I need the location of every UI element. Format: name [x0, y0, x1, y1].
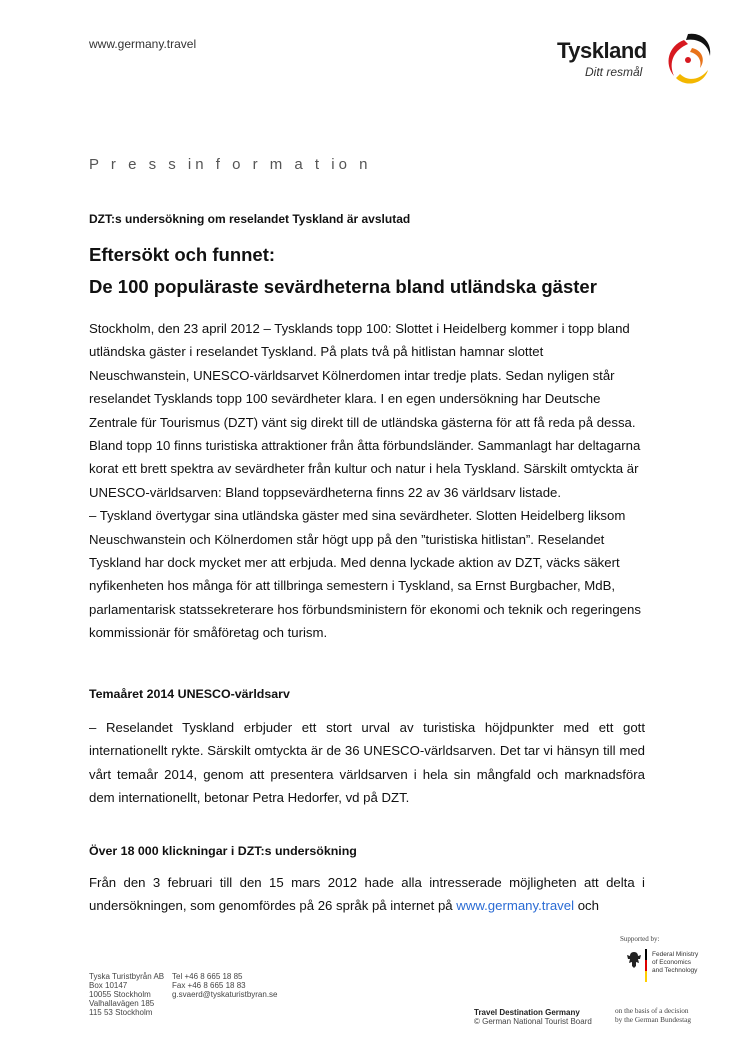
paragraph-4 — [89, 871, 645, 918]
email-link[interactable]: g.svaerd@tyskaturistbyran.se — [172, 990, 278, 999]
decision-line: on the basis of a decision — [615, 1006, 689, 1015]
org-name: Travel Destination Germany — [474, 1008, 580, 1017]
ministry-line: Federal Ministry — [652, 951, 699, 958]
flag-stripe-red — [645, 960, 647, 971]
brand-tagline: Ditt resmål — [585, 65, 643, 79]
address-line: 10055 Stockholm — [89, 990, 151, 999]
paragraph-4-tail: och — [574, 898, 599, 914]
paragraph-3: – Reselandet Tyskland erbjuder ett stort urval av turistiska höjdpunkter med ett gott internationellt rykte. Särskilt omtyckta är de 36 UNESCO-världsarven. Det tar vi hänsyn till med vårt temaår 2014, genom att presentera världsarven i hela sin mångfald och marknadsföra dem internationellt, betonar Petra Hedorfer, vd på DZT. — [89, 720, 645, 806]
subheading-2: Över 18 000 klickningar i DZT:s undersökning — [89, 844, 357, 858]
footer-contact — [172, 972, 278, 999]
ministry-line: of Economics — [652, 959, 692, 966]
ministry-line: and Technology — [652, 967, 698, 974]
federal-ministry-badge — [615, 935, 730, 1025]
phone: Tel +46 8 665 18 85 — [172, 972, 243, 981]
footer-org — [474, 1008, 592, 1026]
decision-line: by the German Bundestag — [615, 1014, 691, 1024]
subheading-1: Temaåret 2014 UNESCO-världsarv — [89, 687, 290, 701]
paragraph-4-text: Från den 3 februari till den 15 mars 2012 hade alla intresserade möjligheten att delta i undersökningen, som genomfördes på 26 språk på internet på — [89, 875, 645, 914]
fax: Fax +46 8 665 18 83 — [172, 981, 246, 990]
germany-travel-link[interactable]: www.germany.travel — [456, 898, 575, 914]
flag-stripe-gold — [645, 971, 647, 982]
brand-name: Tyskland — [557, 38, 647, 63]
title-line-2: De 100 populäraste sevärdheterna bland utländska gäster — [89, 276, 597, 297]
address-line: 115 53 Stockholm — [89, 1008, 153, 1017]
paragraph-1: Stockholm, den 23 april 2012 – Tysklands topp 100: Slottet i Heidelberg kommer i topp bland utländska gäster i reselandet Tyskland. På plats två på hitlistan hamnar slottet Neuschwanstein, UNESCO-världsarvet Kölnerdomen intar tredje plats. Sedan nyligen står reselandet Tysklands topp 100 sevärdheter klara. I en egen undersökning har Deutsche Zentrale für Tourismus (DZT) vänt sig direkt till de utländska gästerna för att få reda på dessa. Bland topp 10 finns turistiska attraktioner från åtta förbundsländer. Sammanlagt har deltagarna korat ett brett spektra av sevärdheter från kultur och natur i hela Tyskland. Särskilt omtyckta är UNESCO-världsarven: Bland toppsevärdheterna finns 22 av 36 världsarv listade. — [89, 321, 641, 500]
kicker: DZT:s undersökning om reselandet Tyskland är avslutad — [89, 212, 411, 226]
org-sub: © German National Tourist Board — [474, 1017, 592, 1026]
address-line: Tyska Turistbyrån AB — [89, 972, 165, 981]
paragraph-2: – Tyskland övertygar sina utländska gäster med sina sevärdheter. Slotten Heidelberg liksom Neuschwanstein och Kölnerdomen står högt upp på den ”turistiska hitlistan”. Reselandet Tyskland har dock mycket mer att erbjuda. Med denna lyckade aktion av DZT, väcks säkert nyfikenheten hos många för att tillbringa semestern i Tyskland, sa Ernst Burgbacher, MdB, parlamentarisk statssekreterare hos förbundsministern för ekonomi och teknik och regeringens kommissionär för småföretag och turism. — [89, 508, 641, 641]
address-line: Valhallavägen 185 — [89, 999, 155, 1008]
document-type: P r e s s in f o r m a t io n — [89, 156, 372, 173]
federal-eagle-icon — [626, 951, 642, 969]
title-line-1: Eftersökt och funnet: — [89, 244, 276, 265]
body-section-1 — [89, 317, 645, 645]
swirl-logo-icon — [658, 30, 714, 90]
decision-note — [615, 1007, 691, 1024]
flag-stripe-black — [645, 949, 647, 960]
brand-block — [540, 36, 710, 96]
supported-by: Supported by: — [620, 935, 660, 943]
header-url[interactable]: www.germany.travel — [89, 37, 197, 51]
ministry-name — [652, 951, 698, 975]
address-line: Box 10147 — [89, 981, 128, 990]
footer-address — [89, 972, 164, 1017]
